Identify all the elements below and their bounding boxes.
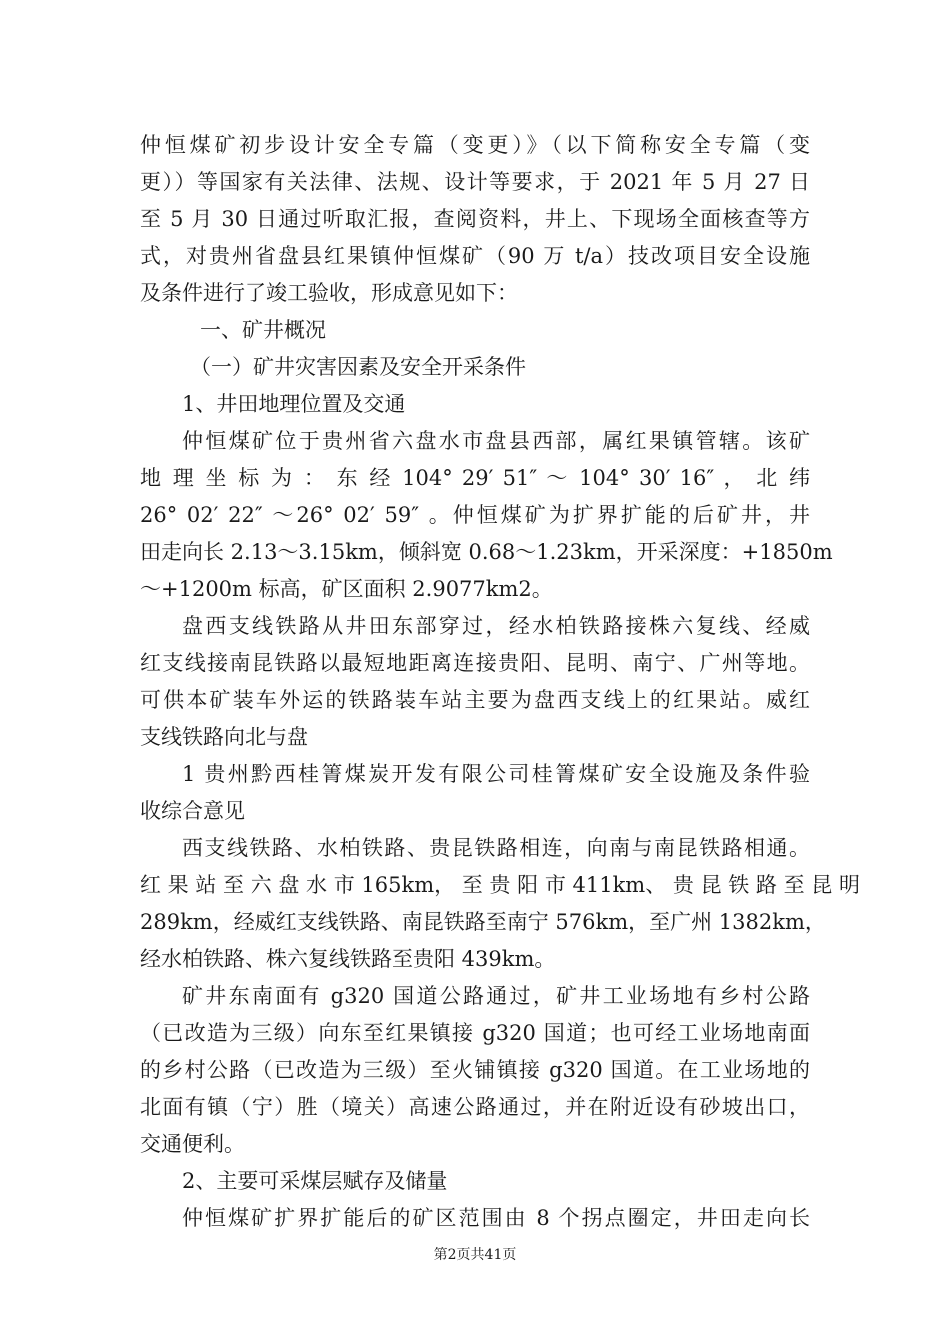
text-line: ～+1200m 标高，矿区面积 2.9077km2。 (140, 577, 553, 601)
text-line: 仲恒煤矿初步设计安全专篇（变更）》（以下简称安全专篇（变 (140, 133, 810, 157)
text-line: 的乡村公路（已改造为三级）至火铺镇接 g320 国道。在工业场地的 (140, 1058, 810, 1082)
text-line: 式，对贵州省盘县红果镇仲恒煤矿（90 万 t/a）技改项目安全设施 (140, 244, 810, 268)
item-heading: 2、主要可采煤层赋存及储量 (182, 1169, 448, 1193)
subsection-heading: （一）矿井灾害因素及安全开采条件 (190, 355, 526, 379)
text-line: 红支线接南昆铁路以最短地距离连接贵阳、昆明、南宁、广州等地。 (140, 651, 810, 675)
text-line: 矿井东南面有 g320 国道公路通过，矿井工业场地有乡村公路 (182, 984, 810, 1008)
text-line: 田走向长 2.13～3.15km，倾斜宽 0.68～1.23km，开采深度：+1850m (140, 540, 833, 564)
text-line: 1 贵州黔西桂箐煤炭开发有限公司桂箐煤矿安全设施及条件验 (182, 762, 810, 786)
footer-prefix: 第 (433, 1247, 448, 1263)
footer-page-number: 2 (447, 1247, 457, 1263)
text-line: 盘西支线铁路从井田东部穿过，经水柏铁路接株六复线、经威 (182, 614, 810, 638)
section-heading: 一、矿井概况 (200, 318, 326, 342)
text-line: 289km，经威红支线铁路、南昆铁路至南宁 576km，至广州 1382km， (140, 910, 826, 934)
text-line: （已改造为三级）向东至红果镇接 g320 国道；也可经工业场地南面 (140, 1021, 810, 1045)
text-line: 可供本矿装车外运的铁路装车站主要为盘西支线上的红果站。威红 (140, 688, 810, 712)
text-line: 经水柏铁路、株六复线铁路至贵阳 439km。 (140, 947, 556, 971)
text-line: 支线铁路向北与盘 (140, 725, 308, 749)
footer-suffix: 页 (502, 1247, 517, 1263)
text-line: 26° 02′ 22″ ～26° 02′ 59″ 。仲恒煤矿为扩界扩能的后矿井，井 (140, 503, 810, 527)
text-line: 仲恒煤矿扩界扩能后的矿区范围由 8 个拐点圈定，井田走向长 (182, 1206, 810, 1230)
text-line: 红 果 站 至 六 盘 水 市 165km， 至 贵 阳 市 411km、 贵 昆 铁 路 至 昆 明 (140, 873, 860, 897)
footer-middle: 页共 (456, 1247, 485, 1263)
text-line: 仲恒煤矿位于贵州省六盘水市盘县西部，属红果镇管辖。该矿 (182, 429, 810, 453)
text-line: 及条件进行了竣工验收，形成意见如下： (140, 281, 518, 305)
text-line: 地 理 坐 标 为 ： 东 经 104° 29′ 51″ ～ 104° 30′ 16″ ， 北 纬 (140, 466, 810, 490)
footer-total-pages: 41 (484, 1247, 503, 1263)
text-line: 至 5 月 30 日通过听取汇报，查阅资料，井上、下现场全面核查等方 (140, 207, 810, 231)
page-footer (0, 1245, 950, 1265)
text-line: 北面有镇（宁）胜（境关）高速公路通过，并在附近设有砂坡出口， (140, 1095, 810, 1119)
text-line: 收综合意见 (140, 799, 245, 823)
text-line: 西支线铁路、水柏铁路、贵昆铁路相连，向南与南昆铁路相通。 (182, 836, 810, 860)
text-line: 交通便利。 (140, 1132, 245, 1156)
item-heading: 1、井田地理位置及交通 (182, 392, 406, 416)
text-line: 更））等国家有关法律、法规、设计等要求，于 2021 年 5 月 27 日 (140, 170, 810, 194)
